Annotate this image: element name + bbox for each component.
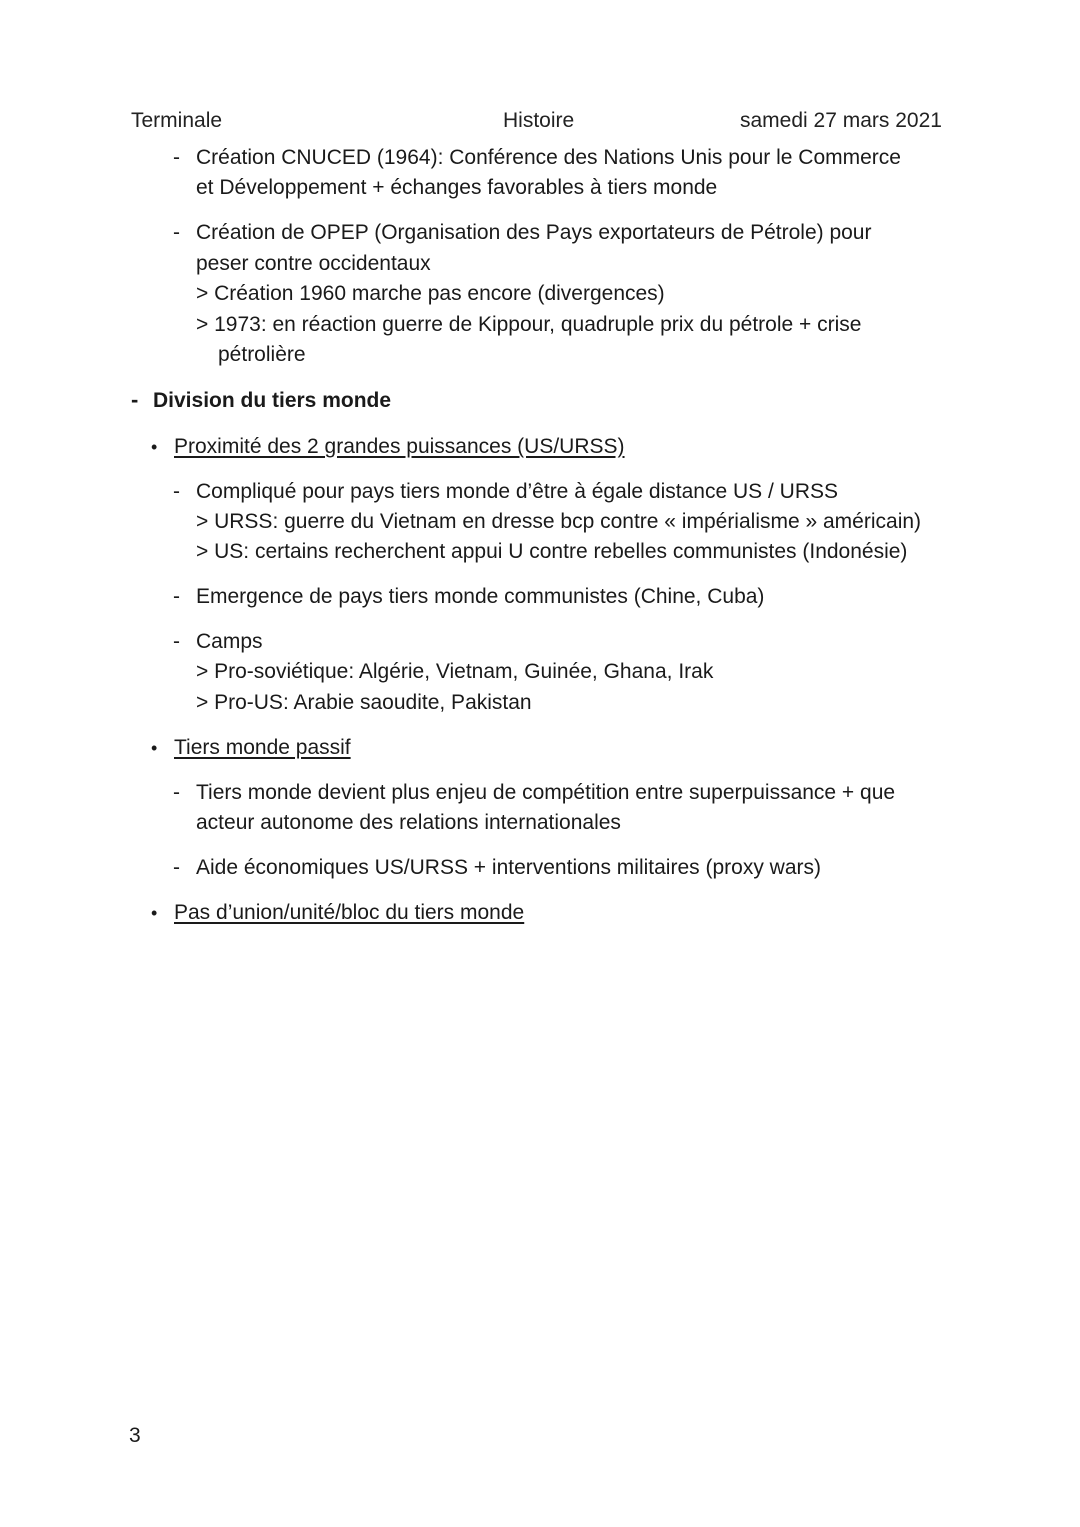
cnuced-line-1: Création CNUCED (1964): Conférence des Nations Unis pour le Commerce <box>196 146 901 169</box>
page-number: 3 <box>129 1424 141 1447</box>
complique-line-2: > URSS: guerre du Vietnam en dresse bcp contre « impérialisme » américain) <box>196 510 922 533</box>
bullet-marker: • <box>151 437 158 457</box>
dash-marker: - <box>173 221 180 244</box>
opep-line-5: pétrolière <box>218 343 306 366</box>
dash-marker: - <box>173 781 180 804</box>
opep-line-4: > 1973: en réaction guerre de Kippour, quadruple prix du pétrole + crise <box>196 313 862 336</box>
emergence-line: Emergence de pays tiers monde communistes (Chine, Cuba) <box>196 585 765 608</box>
subheading-pas-union: Pas d’union/unité/bloc du tiers monde <box>174 901 525 924</box>
devient-line-2: acteur autonome des relations internationales <box>196 811 621 834</box>
cnuced-line-2: et Développement + échanges favorables à tiers monde <box>196 176 718 199</box>
bullet-marker: • <box>151 903 158 923</box>
header-class: Terminale <box>131 109 223 132</box>
dash-marker: - <box>173 630 180 653</box>
opep-line-2: peser contre occidentaux <box>196 252 431 275</box>
subheading-passif: Tiers monde passif <box>174 736 351 759</box>
dash-marker: - <box>173 146 180 169</box>
heading-dash-marker: - <box>131 387 139 412</box>
camps-line-2: > Pro-soviétique: Algérie, Vietnam, Guinée, Ghana, Irak <box>196 660 714 683</box>
complique-line-1: Compliqué pour pays tiers monde d’être à égale distance US / URSS <box>196 480 838 503</box>
camps-line-1: Camps <box>196 630 263 653</box>
opep-line-3: > Création 1960 marche pas encore (divergences) <box>196 282 665 305</box>
header-subject: Histoire <box>503 109 575 132</box>
aide-line: Aide économiques US/URSS + interventions militaires (proxy wars) <box>196 856 821 879</box>
subheading-proximite: Proximité des 2 grandes puissances (US/URSS) <box>174 435 625 458</box>
camps-line-3: > Pro-US: Arabie saoudite, Pakistan <box>196 691 532 714</box>
dash-marker: - <box>173 480 180 503</box>
header-date: samedi 27 mars 2021 <box>740 109 942 132</box>
section-heading: Division du tiers monde <box>153 389 392 412</box>
dash-marker: - <box>173 585 180 608</box>
dash-marker: - <box>173 856 180 879</box>
bullet-marker: • <box>151 738 158 758</box>
complique-line-3: > US: certains recherchent appui U contre rebelles communistes (Indonésie) <box>196 540 908 563</box>
devient-line-1: Tiers monde devient plus enjeu de compétition entre superpuissance + que <box>196 781 896 804</box>
opep-line-1: Création de OPEP (Organisation des Pays exportateurs de Pétrole) pour <box>196 221 872 244</box>
